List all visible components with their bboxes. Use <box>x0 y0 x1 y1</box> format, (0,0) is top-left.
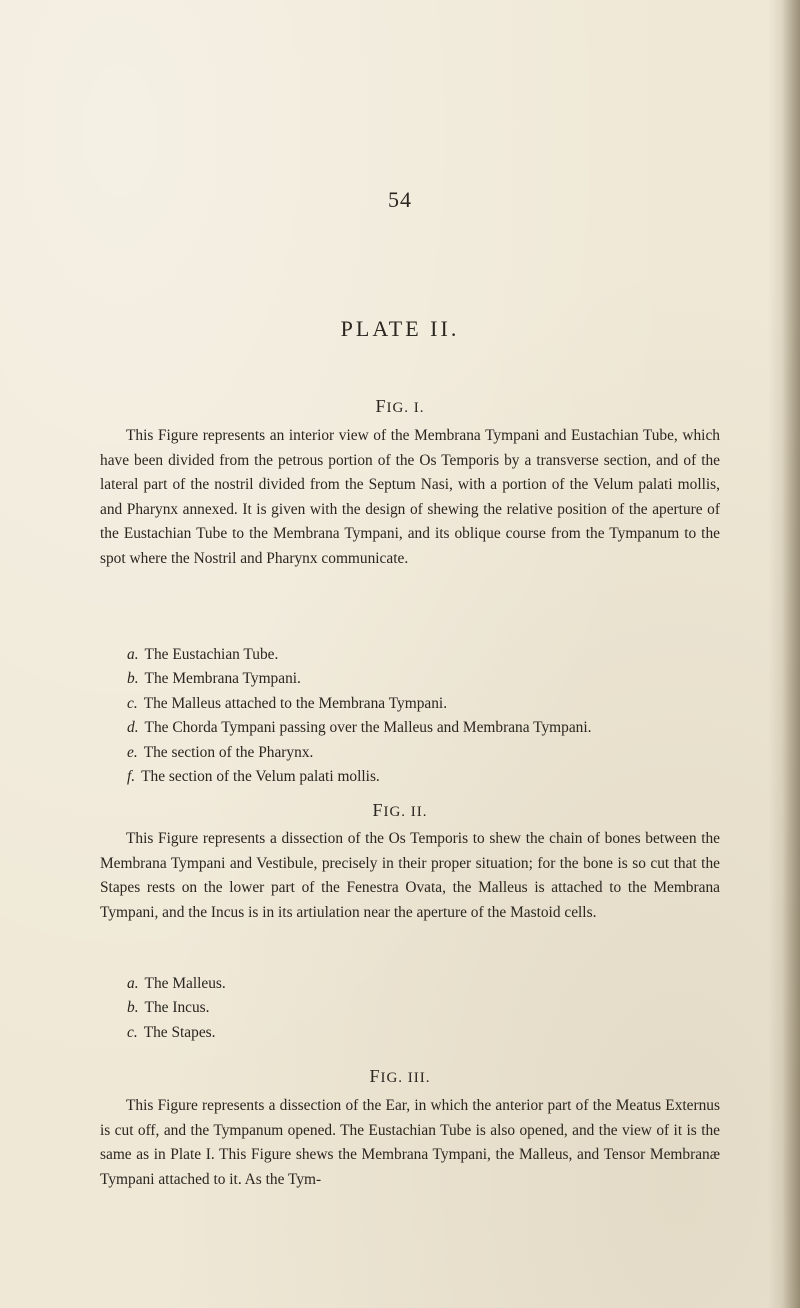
figure-2-heading <box>0 800 800 821</box>
legend-letter: d. <box>127 719 139 737</box>
figure-2-legend <box>127 972 727 1045</box>
legend-item-b <box>127 667 727 691</box>
legend-item-d <box>127 716 727 740</box>
legend-text: The Incus. <box>144 999 210 1017</box>
figure-3-heading-rest: IG. III. <box>380 1070 431 1086</box>
legend-text: The Membrana Tympani. <box>144 670 301 688</box>
figure-2-description: This Figure represents a dissection of the Os Temporis to shew the chain of bones between the Membrana Tympani and Vestibule, precisely in their proper situation; for the bone is so cut that the Stapes rests on the lower part of the Fenestra Ovata, the Malleus is attached to the Membrana Tympani, and the Incus is in its artiulation near the aperture of the Mastoid cells. <box>100 830 720 921</box>
legend-item-f <box>127 765 727 789</box>
legend-letter: a. <box>127 975 139 992</box>
legend-letter: c. <box>127 694 138 712</box>
page-number: 54 <box>388 187 412 212</box>
plate-title: PLATE II. <box>340 316 460 341</box>
figure-1-heading <box>0 396 800 417</box>
legend-text: The Stapes. <box>143 1023 216 1041</box>
legend-letter: a. <box>127 646 139 663</box>
figure-3-heading <box>0 1066 800 1087</box>
legend-text: The Eustachian Tube. <box>144 646 279 663</box>
legend-item-a <box>127 972 727 996</box>
figure-3-heading-initial: F <box>369 1066 381 1086</box>
legend-item-c <box>127 1021 727 1045</box>
legend-text: The section of the Velum palati mollis. <box>141 768 380 786</box>
legend-item-a <box>127 643 727 667</box>
legend-letter: b. <box>127 670 139 688</box>
legend-letter: e. <box>127 743 138 761</box>
legend-letter: b. <box>127 999 139 1017</box>
figure-2-heading-initial: F <box>372 800 384 820</box>
legend-letter: c. <box>127 1023 138 1041</box>
legend-item-c <box>127 692 727 716</box>
legend-letter: f. <box>127 768 136 786</box>
legend-text: The Malleus attached to the Membrana Tympani. <box>143 694 448 712</box>
figure-2-heading-rest: IG. II. <box>383 804 428 820</box>
legend-item-b <box>127 996 727 1020</box>
page-edge-shadow <box>782 0 800 1308</box>
figure-1-heading-rest: IG. I. <box>386 400 425 416</box>
figure-3-description: This Figure represents a dissection of the Ear, in which the anterior part of the Meatus Externus is cut off, and the Tympanum opened. The Eustachian Tube is also opened, and the view of it is the same as in Plate I. This Figure shews the Membrana Tympani, the Malleus, and Tensor Membranæ Tympani attached to it. As the Tym- <box>100 1097 720 1188</box>
legend-text: The section of the Pharynx. <box>143 743 314 761</box>
figure-1-legend <box>127 643 727 789</box>
legend-item-e <box>127 741 727 765</box>
figure-1-heading-initial: F <box>375 396 387 416</box>
legend-text: The Chorda Tympani passing over the Malleus and Membrana Tympani. <box>144 719 592 737</box>
legend-text: The Malleus. <box>144 975 226 992</box>
figure-1-description: This Figure represents an interior view of the Membrana Tympani and Eustachian Tube, which have been divided from the petrous portion of the Os Temporis by a transverse section, and of the lateral part of the nostril divided from the Septum Nasi, with a portion of the Velum palati mollis, and Pharynx annexed. It is given with the design of shewing the relative position of the aperture of the Eustachian Tube to the Membrana Tympani, and its oblique course from the Tympanum to the spot where the Nostril and Pharynx communicate. <box>100 427 720 567</box>
